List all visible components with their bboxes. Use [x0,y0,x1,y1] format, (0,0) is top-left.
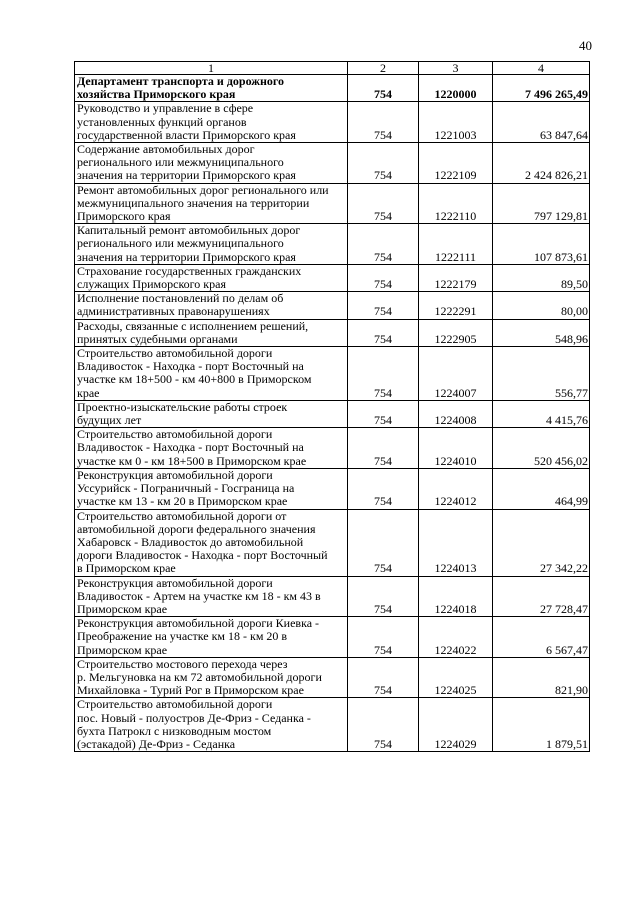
table-row [75,428,590,469]
row-amount-cell: 556,77 [493,347,590,401]
row-name-cell: Строительство мостового перехода через р. Мельгуновка на км 72 автомобильной дороги Михайловка - Турий Рог в Приморском крае [75,657,348,698]
row-target-code-cell: 1224029 [419,698,493,752]
row-dept-code-cell: 754 [348,347,419,401]
row-name-cell: Строительство автомобильной дороги пос. Новый - полуостров Де-Фриз - Седанка - бухта Патрокл с низководным мостом (эстакадой) Де-Фриз - Седанка [75,698,348,752]
row-amount-cell: 1 879,51 [493,698,590,752]
row-target-code-cell: 1222905 [419,319,493,346]
row-dept-code-cell: 754 [348,183,419,224]
row-dept-code-cell: 754 [348,102,419,143]
row-name-cell: Капитальный ремонт автомобильных дорог регионального или межмуниципального значения на территории Приморского края [75,224,348,265]
row-dept-code-cell: 754 [348,468,419,509]
header-cell-3: 3 [419,62,493,75]
row-target-code-cell: 1222110 [419,183,493,224]
table-row [75,509,590,576]
header-cell-4: 4 [493,62,590,75]
header-cell-2: 2 [348,62,419,75]
budget-table [74,61,590,752]
row-name-cell: Расходы, связанные с исполнением решений, принятых судебными органами [75,319,348,346]
row-amount-cell: 548,96 [493,319,590,346]
row-target-code-cell: 1222179 [419,264,493,291]
table-row [75,224,590,265]
row-name-cell: Исполнение постановлений по делам об административных правонарушениях [75,292,348,319]
row-name-cell: Проектно-изыскательские работы строек будущих лет [75,400,348,427]
row-dept-code-cell: 754 [348,264,419,291]
row-name-cell: Реконструкция автомобильной дороги Владивосток - Артем на участке км 18 - км 43 в Приморском крае [75,576,348,617]
row-dept-code-cell: 754 [348,617,419,658]
row-name-cell: Реконструкция автомобильной дороги Уссурийск - Пограничный - Госграница на участке км 13 - км 20 в Приморском крае [75,468,348,509]
table-row [75,75,590,102]
row-name-cell: Строительство автомобильной дороги Владивосток - Находка - порт Восточный на участке км 0 - км 18+500 в Приморском крае [75,428,348,469]
row-target-code-cell: 1224007 [419,347,493,401]
row-dept-code-cell: 754 [348,509,419,576]
row-target-code-cell: 1224022 [419,617,493,658]
row-amount-cell: 6 567,47 [493,617,590,658]
row-name-cell: Ремонт автомобильных дорог регионального или межмуниципального значения на территории Приморского края [75,183,348,224]
row-amount-cell: 821,90 [493,657,590,698]
table-row [75,347,590,401]
table-header-row [75,62,590,75]
row-target-code-cell: 1224013 [419,509,493,576]
row-name-cell: Страхование государственных гражданских служащих Приморского края [75,264,348,291]
row-name-cell: Содержание автомобильных дорог регионального или межмуниципального значения на территории Приморского края [75,143,348,184]
table-row [75,319,590,346]
row-target-code-cell: 1222111 [419,224,493,265]
row-name-cell: Реконструкция автомобильной дороги Киевка - Преображение на участке км 18 - км 20 в Приморском крае [75,617,348,658]
row-amount-cell: 2 424 826,21 [493,143,590,184]
table-row [75,102,590,143]
row-amount-cell: 27 342,22 [493,509,590,576]
table-row [75,657,590,698]
row-amount-cell: 797 129,81 [493,183,590,224]
row-target-code-cell: 1220000 [419,75,493,102]
table-row [75,468,590,509]
row-dept-code-cell: 754 [348,319,419,346]
row-target-code-cell: 1222291 [419,292,493,319]
table-row [75,292,590,319]
row-amount-cell: 63 847,64 [493,102,590,143]
row-target-code-cell: 1224025 [419,657,493,698]
page-number: 40 [579,38,592,53]
table-row [75,264,590,291]
header-cell-1: 1 [75,62,348,75]
row-target-code-cell: 1224010 [419,428,493,469]
row-target-code-cell: 1224012 [419,468,493,509]
row-dept-code-cell: 754 [348,400,419,427]
row-name-cell: Руководство и управление в сфере установленных функций органов государственной власти Приморского края [75,102,348,143]
row-dept-code-cell: 754 [348,292,419,319]
row-dept-code-cell: 754 [348,224,419,265]
table-row [75,143,590,184]
row-dept-code-cell: 754 [348,428,419,469]
row-amount-cell: 107 873,61 [493,224,590,265]
row-amount-cell: 7 496 265,49 [493,75,590,102]
row-amount-cell: 27 728,47 [493,576,590,617]
row-target-code-cell: 1221003 [419,102,493,143]
row-amount-cell: 4 415,76 [493,400,590,427]
row-target-code-cell: 1222109 [419,143,493,184]
row-dept-code-cell: 754 [348,657,419,698]
table-row [75,576,590,617]
row-amount-cell: 89,50 [493,264,590,291]
table-row [75,400,590,427]
row-dept-code-cell: 754 [348,143,419,184]
row-amount-cell: 80,00 [493,292,590,319]
row-dept-code-cell: 754 [348,698,419,752]
table-row [75,183,590,224]
row-target-code-cell: 1224018 [419,576,493,617]
row-dept-code-cell: 754 [348,576,419,617]
table-body [75,62,590,752]
row-name-cell: Строительство автомобильной дороги от автомобильной дороги федерального значения Хабаровск - Владивосток до автомобильной дороги Владивосток - Находка - порт Восточный в Приморском крае [75,509,348,576]
row-name-cell: Департамент транспорта и дорожного хозяйства Приморского края [75,75,348,102]
row-target-code-cell: 1224008 [419,400,493,427]
row-amount-cell: 520 456,02 [493,428,590,469]
table-row [75,617,590,658]
row-dept-code-cell: 754 [348,75,419,102]
row-amount-cell: 464,99 [493,468,590,509]
table-row [75,698,590,752]
row-name-cell: Строительство автомобильной дороги Владивосток - Находка - порт Восточный на участке км 18+500 - км 40+800 в Приморском крае [75,347,348,401]
